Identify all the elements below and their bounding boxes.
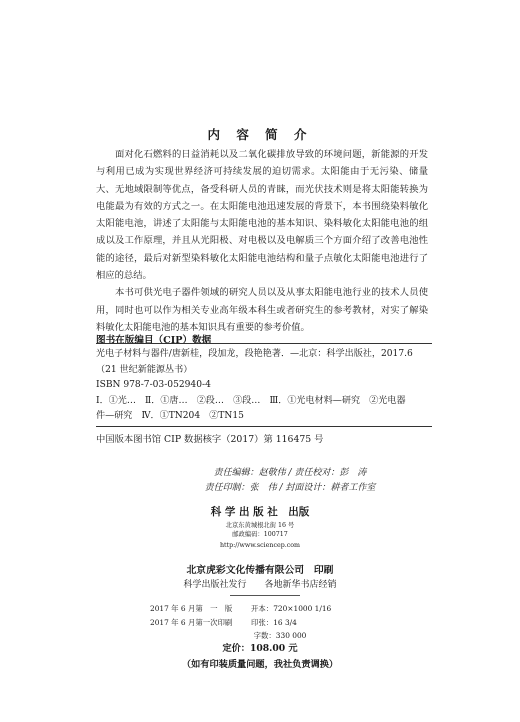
cip-heading: 图书在版编目（CIP）数据 (96, 335, 212, 346)
printer-name: 北京虎彩文化传播有限公司 印刷 (186, 565, 334, 576)
summary-paragraph: 面对化石燃料的日益消耗以及二氧化碳排放导致的环境问题，新能源的开发与利用已成为实现世界经济可持续发展的迫切需求。太阳能由于无污染、储量大、无地域限制等优点，备受科研人员的青睐，而光伏技术则是将太阳能转换为电能最为有效的方式之一。在太阳能电池迅速发展的背景下，本书围绕染料敏化太阳能电池，讲述了太阳能与太阳能电池的基本知识、染料敏化太阳能电池的组成以及工作原理，并且从光阳极、对电极以及电解质三个方面介绍了改善电池性能的途径，最后对新型染料敏化太阳能电池结构和量子点敏化太阳能电池进行了相应的总结。 (96, 149, 428, 282)
production-credits: 责任印制：张 伟 / 封面设计：耕者工作室 (204, 483, 376, 493)
printing-row (150, 616, 380, 630)
cip-line-isbn: ISBN 978-7-03-052940-4 (96, 380, 211, 391)
publisher-url: http://www.sciencep.com (219, 542, 301, 549)
edition-divider (230, 595, 300, 596)
cip-line-subjects: Ⅰ．①光… Ⅱ．①唐… ②段… ③段… Ⅲ．①光电材料—研究 ②光电器 (96, 395, 406, 406)
credits-block (150, 466, 430, 496)
editor-credits: 责任编辑：赵敬伟 / 责任校对：彭 涛 (213, 468, 367, 478)
cip-top-rule (96, 343, 432, 344)
distribution-line: 科学出版社发行 各地新华书店经销 (183, 580, 337, 590)
publisher-address-block (0, 521, 520, 539)
sheet-count: 印张：16 3/4 (251, 617, 297, 627)
cip-line-subjects-cont: 件—研究 Ⅳ．①TN204 ②TN15 (96, 411, 244, 422)
summary-title: 内 容 简 介 (207, 127, 313, 142)
edition-info (150, 602, 380, 643)
price: 定价：108.00 元 (222, 643, 298, 654)
cip-line-series: （21 世纪新能源丛书） (96, 364, 193, 375)
cip-bottom-rule (96, 426, 432, 427)
return-note: （如有印装质量问题，我社负责调换） (181, 659, 339, 670)
summary-paragraph: 本书可供光电子器件领域的研究人员以及从事太阳能电池行业的技术人员使用，同时也可以作为相关专业高年级本科生或者研究生的参考教材，对实了解染料敏化太阳能电池的基本知识具有重要的参考价值。 (96, 287, 428, 333)
cip-record (96, 347, 430, 425)
publisher-name: 科 学 出 版 社 出版 (210, 506, 310, 518)
publisher-address: 北京东黄城根北街 16 号 (225, 522, 295, 529)
edition-date: 2017 年 6 月第 一 版 (150, 604, 233, 613)
publisher-postcode: 邮政编码：100717 (232, 531, 288, 538)
format-size: 开本：720×1000 1/16 (251, 604, 332, 613)
edition-row (150, 602, 380, 616)
cip-record-number: 中国版本图书馆 CIP 数据核字（2017）第 116475 号 (96, 434, 324, 445)
cip-line-title: 光电子材料与器件/唐新桂，段加龙，段艳艳著．—北京：科学出版社，2017.6 (96, 349, 413, 359)
printing-date: 2017 年 6 月第一次印刷 (150, 617, 233, 627)
word-count: 字数：330 000 (253, 631, 307, 640)
summary-body (96, 146, 428, 336)
